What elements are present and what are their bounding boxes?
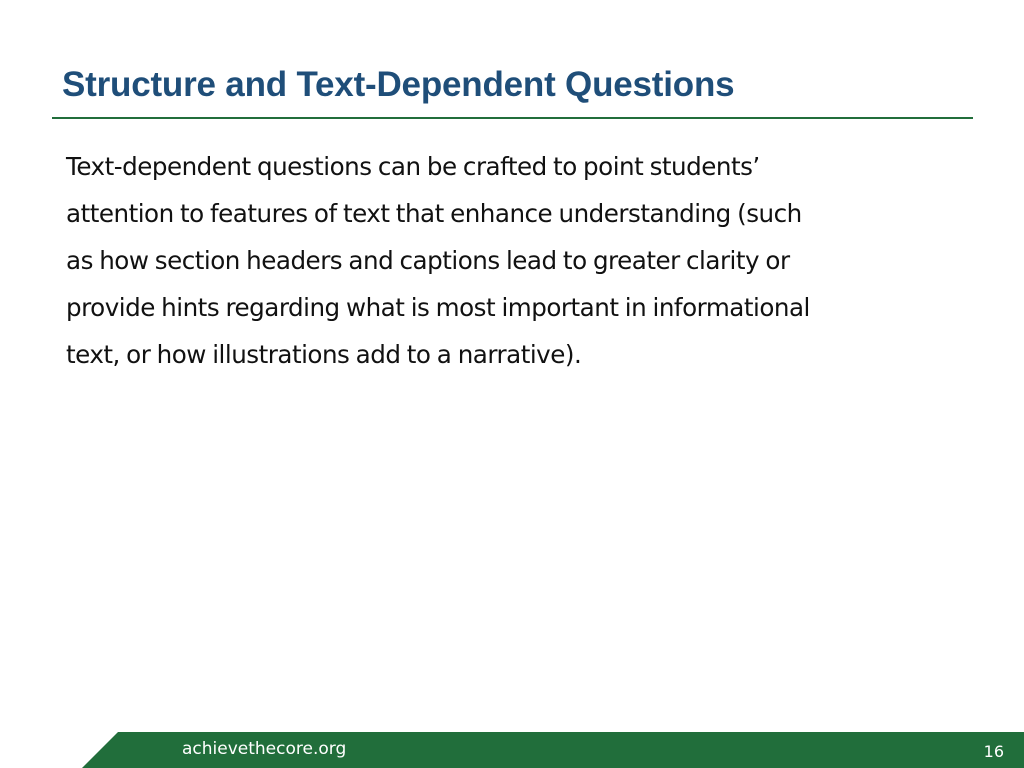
- title-divider: [52, 117, 973, 119]
- body-line: attention to features of text that enhance understanding (such: [66, 199, 802, 228]
- slide-title: Structure and Text-Dependent Questions: [62, 65, 735, 104]
- body-line: Text-dependent questions can be crafted to point students’: [66, 152, 760, 181]
- page-number: 16: [983, 742, 1004, 761]
- body-line: provide hints regarding what is most important in informational: [66, 293, 810, 322]
- slide-body: [66, 143, 966, 378]
- footer-website: achievethecore.org: [182, 739, 347, 759]
- body-line: as how section headers and captions lead to greater clarity or: [66, 246, 790, 275]
- body-line: text, or how illustrations add to a narrative).: [66, 340, 582, 369]
